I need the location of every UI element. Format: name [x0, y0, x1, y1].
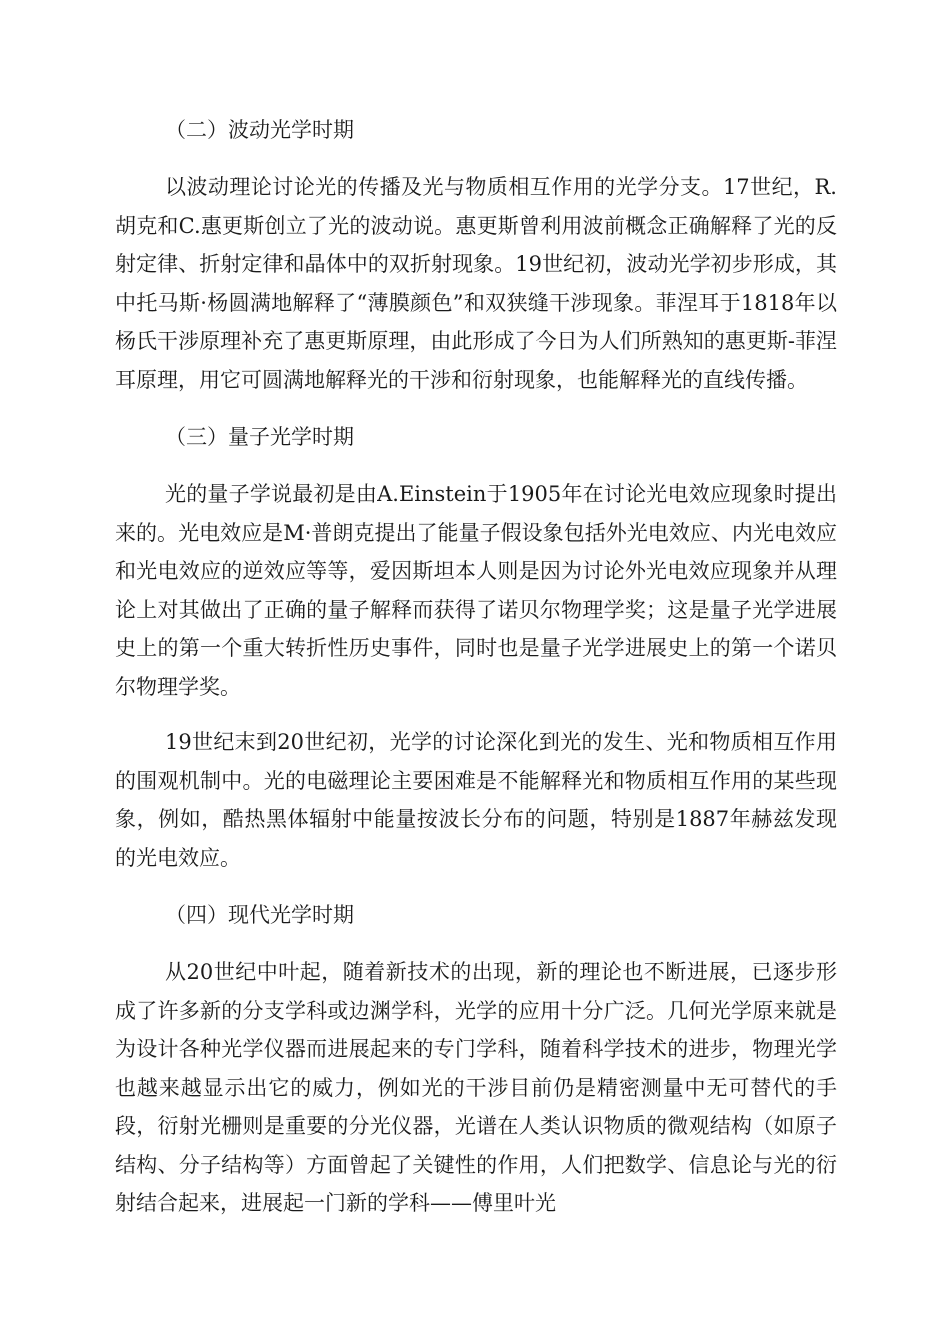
section-heading-quantum-optics: （三）量子光学时期: [165, 425, 354, 449]
paragraph-wave-optics: 以波动理论讨论光的传播及光与物质相互作用的光学分支。17世纪，R.胡克和C.惠更斯创立了光的波动说。惠更斯曾利用波前概念正确解释了光的反射定律、折射定律和晶体中的双折射现象。19世纪初，波动光学初步形成，其中托马斯·杨圆满地解释了“薄膜颜色”和双狭缝干涉现象。菲涅耳于1818年以杨氏干涉原理补充了惠更斯原理，由此形成了今日为人们所熟知的惠更斯-菲涅耳原理，用它可圆满地解释光的干涉和衍射现象，也能解释光的直线传播。: [115, 175, 837, 392]
section-heading-wave-optics: （二）波动光学时期: [165, 118, 354, 142]
paragraph-modern-optics: 从20世纪中叶起，随着新技术的出现，新的理论也不断进展，已逐步形成了许多新的分支学科或边渊学科，光学的应用十分广泛。几何光学原来就是为设计各种光学仪器而进展起来的专门学科，随着科学技术的进步，物理光学也越来越显示出它的威力，例如光的干涉目前仍是精密测量中无可替代的手段，衍射光栅则是重要的分光仪器，光谱在人类认识物质的微观结构（如原子结构、分子结构等）方面曾起了关键性的作用，人们把数学、信息论与光的衍射结合起来，进展起一门新的学科——傅里叶光: [115, 960, 837, 1215]
paragraph-quantum-optics-1: 光的量子学说最初是由A.Einstein于1905年在讨论光电效应现象时提出来的。光电效应是M·普朗克提出了能量子假设象包括外光电效应、内光电效应和光电效应的逆效应等等，爱因斯坦本人则是因为讨论外光电效应现象并从理论上对其做出了正确的量子解释而获得了诺贝尔物理学奖；这是量子光学进展史上的第一个重大转折性历史事件，同时也是量子光学进展史上的第一个诺贝尔物理学奖。: [115, 482, 837, 699]
paragraph-quantum-optics-2: 19世纪末到20世纪初，光学的讨论深化到光的发生、光和物质相互作用的围观机制中。光的电磁理论主要困难是不能解释光和物质相互作用的某些现象，例如，酷热黑体辐射中能量按波长分布的问题，特别是1887年赫兹发现的光电效应。: [115, 730, 837, 870]
document-body: [115, 109, 837, 1240]
section-heading-modern-optics: （四）现代光学时期: [165, 903, 354, 927]
